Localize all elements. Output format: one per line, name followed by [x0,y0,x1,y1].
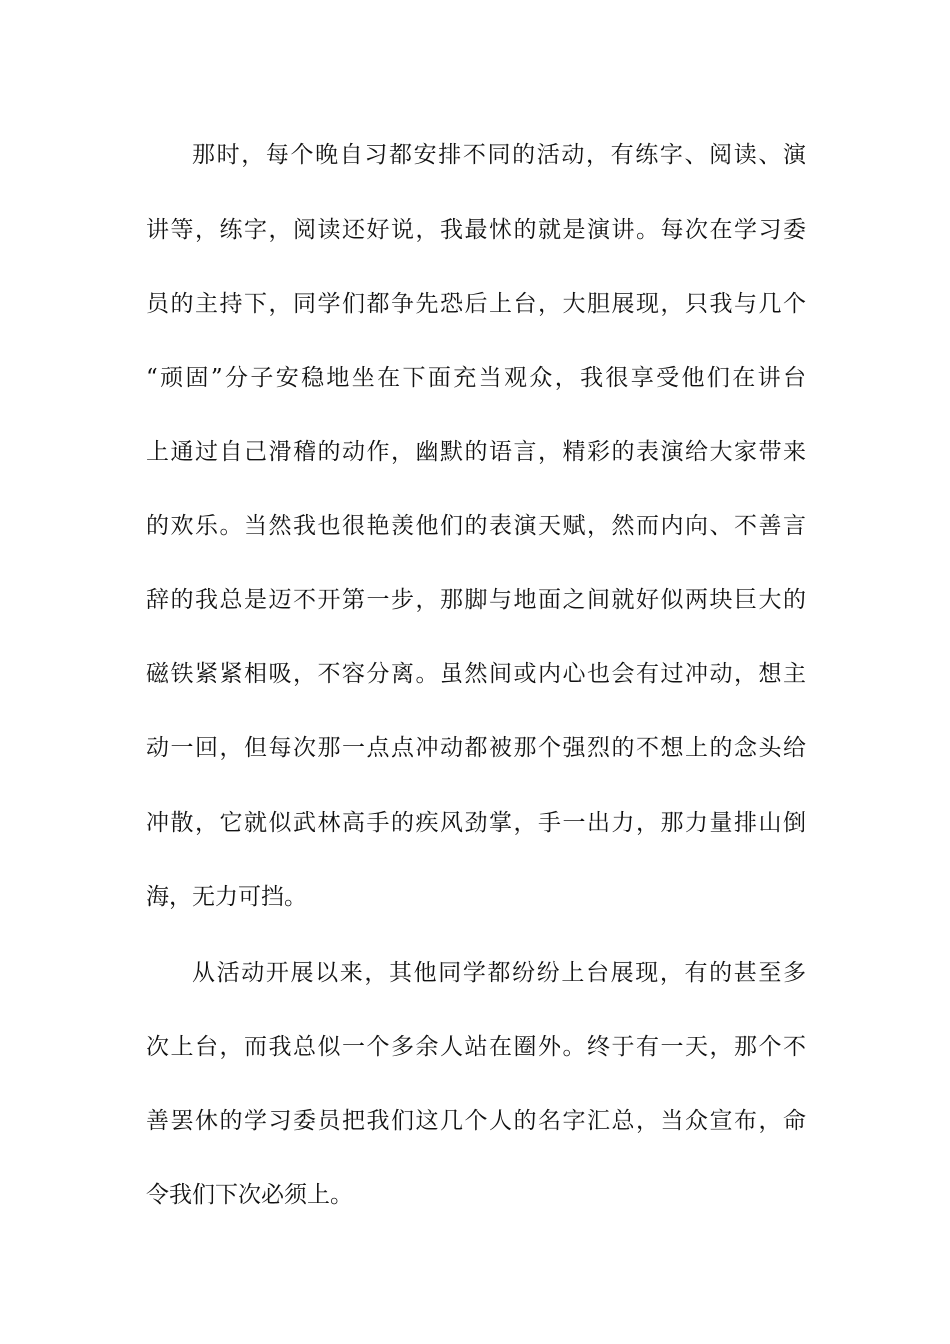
text-line: 讲等，练字，阅读还好说，我最怵的就是演讲。每次在学习委 [146,217,806,243]
text-line: 善罢休的学习委员把我们这几个人的名字汇总，当众宣布，命 [146,1108,806,1134]
text-line: 海，无力可挡。 [146,884,307,910]
text-line: 辞的我总是迈不开第一步，那脚与地面之间就好似两块巨大的 [146,587,806,613]
text-line: “顽固”分子安稳地坐在下面充当观众，我很享受他们在讲台 [146,365,806,391]
text-line: 从活动开展以来，其他同学都纷纷上台展现，有的甚至多 [192,960,806,986]
text-line: 上通过自己滑稽的动作，幽默的语言，精彩的表演给大家带来 [146,439,806,465]
text-line: 令我们下次必须上。 [146,1182,353,1208]
text-line: 动一回，但每次那一点点冲动都被那个强烈的不想上的念头给 [146,735,806,761]
text-line: 那时，每个晚自习都安排不同的活动，有练字、阅读、演 [192,142,806,168]
text-line: 磁铁紧紧相吸，不容分离。虽然间或内心也会有过冲动，想主 [146,661,806,687]
text-line: 冲散，它就似武林高手的疾风劲掌，手一出力，那力量排山倒 [146,810,806,836]
text-line: 次上台，而我总似一个多余人站在圈外。终于有一天，那个不 [146,1034,806,1060]
text-line: 的欢乐。当然我也很艳羡他们的表演天赋，然而内向、不善言 [146,513,806,539]
text-line: 员的主持下，同学们都争先恐后上台，大胆展现，只我与几个 [146,291,806,317]
